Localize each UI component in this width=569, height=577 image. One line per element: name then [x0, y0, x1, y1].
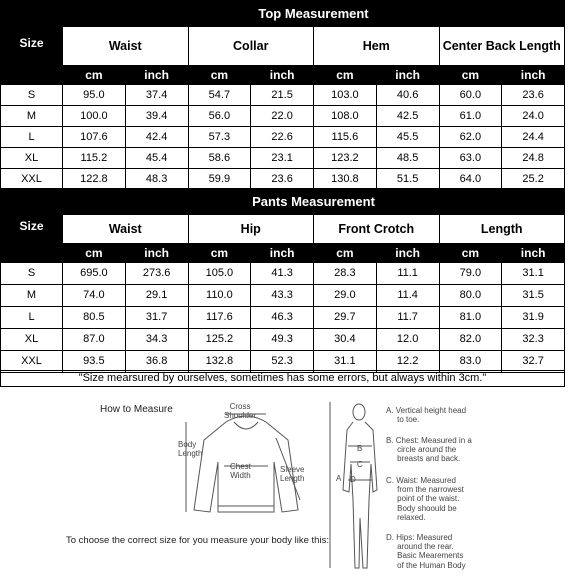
value-cell: 83.0 — [439, 351, 502, 373]
value-cell: 54.7 — [188, 85, 251, 106]
value-cell: 79.0 — [439, 263, 502, 285]
pants-measurement-table — [0, 188, 565, 373]
unit-inch: inch — [376, 244, 439, 263]
value-cell: 24.0 — [502, 106, 565, 127]
unit-cm: cm — [188, 244, 251, 263]
letter-c: C — [357, 460, 363, 469]
value-cell: 80.0 — [439, 285, 502, 307]
col-center-back-length: Center Back Length — [439, 27, 565, 66]
value-cell: 11.7 — [376, 307, 439, 329]
value-cell: 82.0 — [439, 329, 502, 351]
value-cell: 12.2 — [376, 351, 439, 373]
value-cell: 34.3 — [125, 329, 188, 351]
size-cell: XL — [1, 329, 63, 351]
top-measurement-table — [0, 0, 565, 190]
letter-a: A — [336, 474, 342, 483]
value-cell: 31.5 — [502, 285, 565, 307]
col-length: Length — [439, 215, 565, 244]
unit-inch: inch — [376, 66, 439, 85]
table-row — [1, 285, 565, 307]
size-cell: XXL — [1, 169, 63, 190]
value-cell: 130.8 — [314, 169, 377, 190]
size-cell: S — [1, 85, 63, 106]
value-cell: 58.6 — [188, 148, 251, 169]
unit-inch: inch — [251, 244, 314, 263]
value-cell: 23.1 — [251, 148, 314, 169]
value-cell: 107.6 — [63, 127, 126, 148]
value-cell: 117.6 — [188, 307, 251, 329]
top-title: Top Measurement — [63, 1, 565, 27]
size-cell: L — [1, 307, 63, 329]
value-cell: 95.0 — [63, 85, 126, 106]
unit-cm: cm — [439, 66, 502, 85]
value-cell: 29.7 — [314, 307, 377, 329]
value-cell: 42.4 — [125, 127, 188, 148]
value-cell: 22.0 — [251, 106, 314, 127]
value-cell: 110.0 — [188, 285, 251, 307]
value-cell: 273.6 — [125, 263, 188, 285]
table-row — [1, 106, 565, 127]
value-cell: 32.7 — [502, 351, 565, 373]
value-cell: 24.4 — [502, 127, 565, 148]
body-diagram — [326, 400, 380, 572]
value-cell: 39.4 — [125, 106, 188, 127]
unit-cm: cm — [314, 66, 377, 85]
value-cell: 29.0 — [314, 285, 377, 307]
table-row — [1, 307, 565, 329]
value-cell: 22.6 — [251, 127, 314, 148]
value-cell: 40.6 — [376, 85, 439, 106]
value-cell: 81.0 — [439, 307, 502, 329]
unit-inch: inch — [125, 244, 188, 263]
table-row — [1, 148, 565, 169]
col-waist: Waist — [63, 215, 189, 244]
how-to-measure-title: How to Measure — [100, 404, 173, 415]
value-cell: 12.0 — [376, 329, 439, 351]
unit-cm: cm — [314, 244, 377, 263]
table-row — [1, 329, 565, 351]
size-cell: S — [1, 263, 63, 285]
table-row — [1, 263, 565, 285]
value-cell: 62.0 — [439, 127, 502, 148]
unit-inch: inch — [125, 66, 188, 85]
value-cell: 49.3 — [251, 329, 314, 351]
unit-cm: cm — [63, 244, 126, 263]
note-b: B. Chest: Measured in a circle around the breasts and back. — [386, 436, 472, 464]
value-cell: 24.8 — [502, 148, 565, 169]
value-cell: 31.9 — [502, 307, 565, 329]
value-cell: 29.1 — [125, 285, 188, 307]
value-cell: 23.6 — [251, 169, 314, 190]
value-cell: 11.1 — [376, 263, 439, 285]
unit-inch: inch — [502, 244, 565, 263]
chest-width-label: Chest Width — [230, 462, 251, 481]
size-cell: L — [1, 127, 63, 148]
size-cell: M — [1, 285, 63, 307]
note-c: C. Waist: Measured from the narrowest point of the waist. Body shoould be relaxed. — [386, 476, 464, 522]
col-front-crotch: Front Crotch — [314, 215, 440, 244]
col-waist: Waist — [63, 27, 189, 66]
value-cell: 93.5 — [63, 351, 126, 373]
size-cell: XXL — [1, 351, 63, 373]
value-cell: 31.7 — [125, 307, 188, 329]
cross-shoulder-label: Cross Shoulder — [224, 402, 257, 421]
value-cell: 59.9 — [188, 169, 251, 190]
col-collar: Collar — [188, 27, 314, 66]
value-cell: 21.5 — [251, 85, 314, 106]
size-header: Size — [1, 1, 63, 85]
value-cell: 100.0 — [63, 106, 126, 127]
value-cell: 23.6 — [502, 85, 565, 106]
value-cell: 108.0 — [314, 106, 377, 127]
value-cell: 80.5 — [63, 307, 126, 329]
body-silhouette — [326, 400, 380, 572]
value-cell: 132.8 — [188, 351, 251, 373]
sleeve-length-label: Sleeve Length — [280, 465, 305, 484]
value-cell: 41.3 — [251, 263, 314, 285]
value-cell: 37.4 — [125, 85, 188, 106]
note-d: D. Hips: Measured around the rear. Basic Mearements of the Human Body — [386, 533, 466, 570]
value-cell: 74.0 — [63, 285, 126, 307]
letter-b: B — [357, 444, 363, 453]
value-cell: 48.5 — [376, 148, 439, 169]
value-cell: 25.2 — [502, 169, 565, 190]
value-cell: 87.0 — [63, 329, 126, 351]
value-cell: 30.4 — [314, 329, 377, 351]
choose-size-text: To choose the correct size for you measure your body like this: — [66, 535, 329, 546]
value-cell: 123.2 — [314, 148, 377, 169]
value-cell: 52.3 — [251, 351, 314, 373]
value-cell: 11.4 — [376, 285, 439, 307]
table-row — [1, 169, 565, 190]
value-cell: 36.8 — [125, 351, 188, 373]
value-cell: 122.8 — [63, 169, 126, 190]
unit-cm: cm — [188, 66, 251, 85]
size-header: Size — [1, 189, 63, 263]
value-cell: 56.0 — [188, 106, 251, 127]
body-length-label: Body Length — [178, 440, 203, 459]
value-cell: 64.0 — [439, 169, 502, 190]
value-cell: 105.0 — [188, 263, 251, 285]
col-hem: Hem — [314, 27, 440, 66]
table-row — [1, 85, 565, 106]
value-cell: 31.1 — [314, 351, 377, 373]
size-note: "Size mearsured by ourselves, sometimes has some errors, but always within 3cm." — [0, 370, 565, 387]
value-cell: 695.0 — [63, 263, 126, 285]
value-cell: 115.2 — [63, 148, 126, 169]
size-cell: XL — [1, 148, 63, 169]
letter-d: D — [350, 475, 356, 484]
value-cell: 63.0 — [439, 148, 502, 169]
value-cell: 60.0 — [439, 85, 502, 106]
value-cell: 45.4 — [125, 148, 188, 169]
value-cell: 28.3 — [314, 263, 377, 285]
value-cell: 31.1 — [502, 263, 565, 285]
value-cell: 125.2 — [188, 329, 251, 351]
value-cell: 57.3 — [188, 127, 251, 148]
value-cell: 42.5 — [376, 106, 439, 127]
col-hip: Hip — [188, 215, 314, 244]
value-cell: 46.3 — [251, 307, 314, 329]
value-cell: 48.3 — [125, 169, 188, 190]
unit-inch: inch — [251, 66, 314, 85]
value-cell: 115.6 — [314, 127, 377, 148]
table-row — [1, 127, 565, 148]
unit-cm: cm — [63, 66, 126, 85]
value-cell: 45.5 — [376, 127, 439, 148]
unit-inch: inch — [502, 66, 565, 85]
unit-cm: cm — [439, 244, 502, 263]
value-cell: 61.0 — [439, 106, 502, 127]
value-cell: 43.3 — [251, 285, 314, 307]
note-a: A. Vertical height head to toe. — [386, 406, 467, 425]
pants-title: Pants Measurement — [63, 189, 565, 215]
value-cell: 32.3 — [502, 329, 565, 351]
size-cell: M — [1, 106, 63, 127]
value-cell: 103.0 — [314, 85, 377, 106]
value-cell: 51.5 — [376, 169, 439, 190]
